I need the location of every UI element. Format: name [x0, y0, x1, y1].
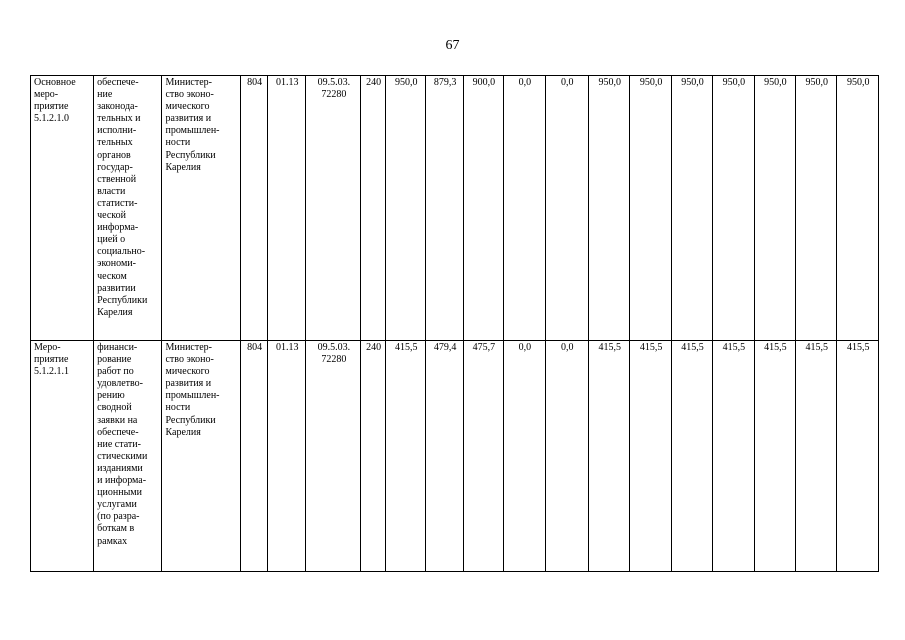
page-number: 67	[445, 38, 460, 53]
value-cell: 475,7	[463, 341, 503, 572]
value-cell: 950,0	[754, 76, 795, 341]
value-cell: 0,0	[504, 76, 545, 341]
activity-description-cell: обеспече- ние законода- тельных и исполни- тельных органов государ- ственной власти статисти- ческой информа- цией о социально- экономи- ческом развитии Республики Карелия	[94, 76, 162, 341]
value-cell: 0,0	[545, 76, 588, 341]
value-cell: 415,5	[671, 341, 712, 572]
value-cell: 415,5	[386, 341, 426, 572]
value-cell: 950,0	[837, 76, 879, 341]
value-cell: 0,0	[504, 341, 545, 572]
executor-cell: Министер- ство эконо- мического развития и промышлен- ности Республики Карелия	[162, 76, 241, 341]
value-cell: 950,0	[671, 76, 712, 341]
value-cell: 479,4	[426, 341, 463, 572]
value-cell: 950,0	[589, 76, 630, 341]
value-cell: 0,0	[545, 341, 588, 572]
activity-description-cell: финанси- рование работ по удовлетво- рению сводной заявки на обеспече- ние стати- стическими изданиями и информа- ционными услугами (по разра- боткам в рамках	[94, 341, 162, 572]
grbs-cell: 804	[241, 341, 268, 572]
table-row	[31, 341, 879, 572]
value-cell: 950,0	[796, 76, 837, 341]
value-cell: 415,5	[589, 341, 630, 572]
csr-cell: 09.5.03. 72280	[306, 341, 361, 572]
activity-name-cell: Меро- приятие 5.1.2.1.1	[31, 341, 94, 572]
grbs-cell: 804	[241, 76, 268, 341]
rzpr-cell: 01.13	[268, 341, 306, 572]
value-cell: 415,5	[713, 341, 754, 572]
value-cell: 415,5	[630, 341, 671, 572]
vr-cell: 240	[361, 76, 386, 341]
rzpr-cell: 01.13	[268, 76, 306, 341]
table-row	[31, 76, 879, 341]
value-cell: 415,5	[837, 341, 879, 572]
activity-name-cell: Основное меро- приятие 5.1.2.1.0	[31, 76, 94, 341]
value-cell: 950,0	[386, 76, 426, 341]
csr-cell: 09.5.03. 72280	[306, 76, 361, 341]
vr-cell: 240	[361, 341, 386, 572]
value-cell: 950,0	[713, 76, 754, 341]
executor-cell: Министер- ство эконо- мического развития и промышлен- ности Республики Карелия	[162, 341, 241, 572]
value-cell: 900,0	[463, 76, 503, 341]
value-cell: 950,0	[630, 76, 671, 341]
value-cell: 415,5	[754, 341, 795, 572]
value-cell: 879,3	[426, 76, 463, 341]
value-cell: 415,5	[796, 341, 837, 572]
budget-table	[30, 75, 879, 572]
